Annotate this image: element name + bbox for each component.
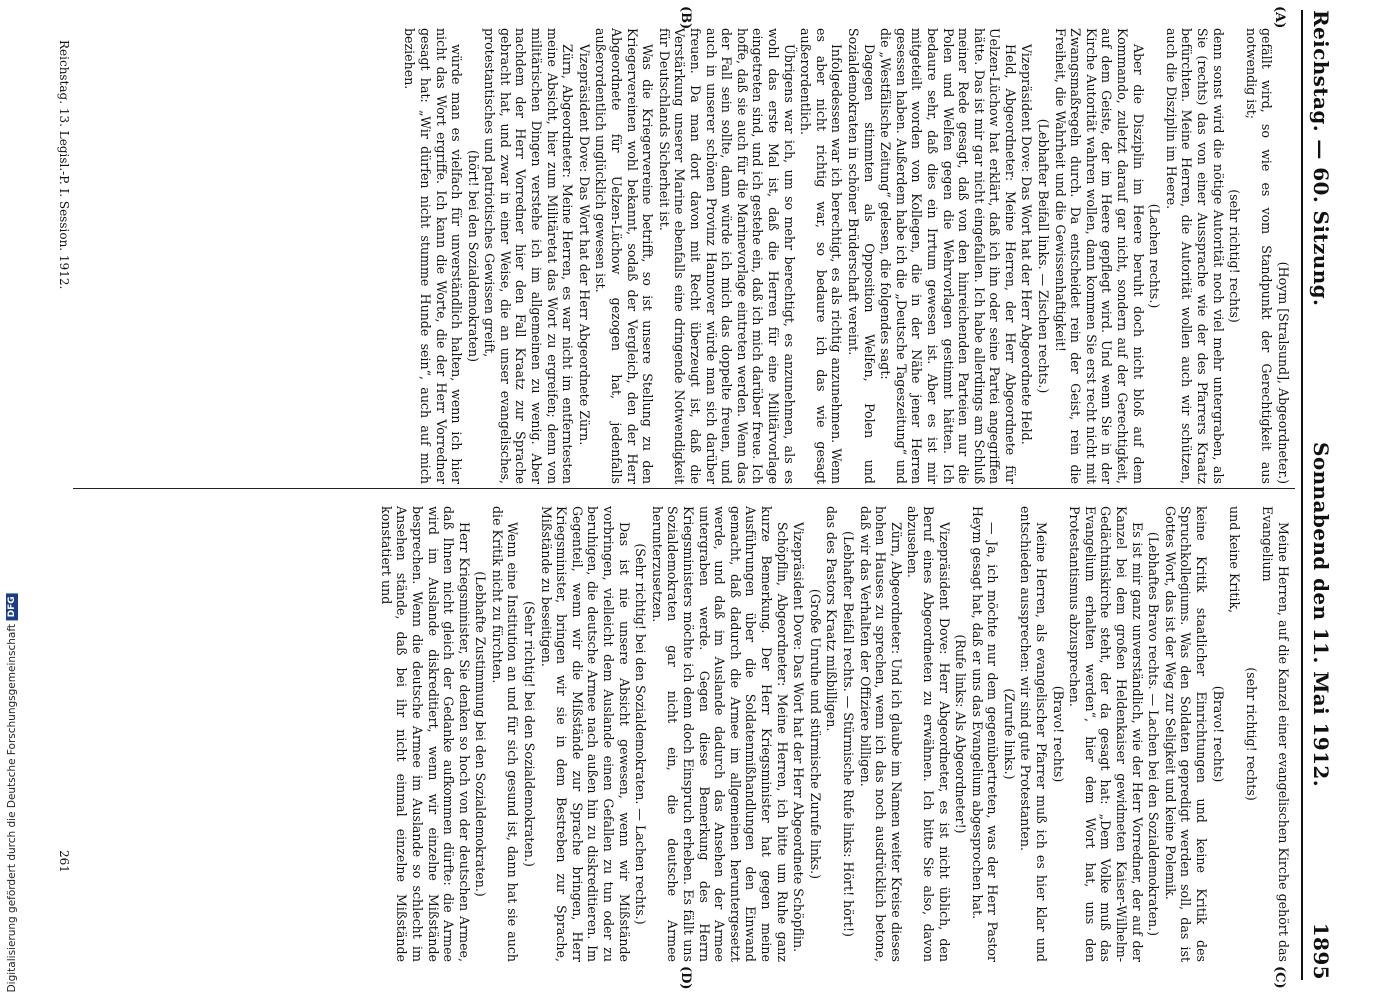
paragraph: Das ist nie unsere Absicht gewesen, wenn wir Mißstände vorbringen, vielleicht dem Auslande einen Gefallen zu tun oder zu beruhigen, die deutsche Armee nach außen hin zu diskreditieren. Im Gegenteil, wenn wir die Mißstände zur Sprache bringen, Herr Kriegsminister, bringen wir sie in dem Bestreben zur Sprache, Mißstände zu beseitigen. [538, 506, 632, 962]
paragraph: Vizepräsident Dove: Das Wort hat der Herr Abgeordnete Zürn. [576, 44, 592, 446]
digitization-credit [6, 593, 18, 992]
paragraph: (Große Unruhe und stürmische Zurufe links.) [807, 588, 823, 880]
paragraph: und keine Kritik, [1227, 506, 1243, 614]
paragraph: Vizepräsident Dove: Das Wort hat der Herr Abgeordnete Schöpflin. [791, 522, 807, 953]
paragraph: (Hoym [Stralsund], Abgeordneter.) [1276, 261, 1291, 484]
paragraph: Was die Kriegervereine betrifft, so ist unsere Stellung zu den Kriegervereinen wohl bekannt, sodaß der Vergleich, den der Herr Abgeordnete für Uelzen-Lüchow gezogen hat, jedenfalls außerordentlich unglücklich gewesen ist. [593, 28, 656, 484]
paragraph: das des Pastors Kraatz mißbilligen. [824, 506, 840, 732]
paragraph: Meine Herren, als evangelischer Pfarrer muß ich es hier klar und entschieden aussprechen: wir sind gute Protestanten. [1018, 506, 1050, 962]
footer-session: Reichstag. 13. Legisl.-P. I. Session. 1912. [57, 40, 71, 290]
paragraph: Schöpflin, Abgeordneter: Meine Herren, ich bitte um Ruhe ganz kurze Bemerkung. Der Herr Kriegsminister hat gegen meine Ausführungen über die Soldatenmißhandlungen den Einwand gemacht, daß dadurch die Armee im allgemeinen heruntergesetzt werde, und daß im Auslande dadurch das Ansehen der Armee untergraben werde. Gegen diese Bemerkung des Herrn Kriegsministers möchte ich denn doch Einspruch erheben. Es fällt uns Sozialdemokraten gar nicht ein, die deutsche Armee herunterzusetzen. [649, 506, 790, 962]
paragraph: (sehr richtig! rechts) [1243, 667, 1259, 801]
paragraph: (Sehr richtig! bei den Sozialdemokraten. — Lachen rechts.) [633, 543, 649, 925]
header-left: Reichstag. — 60. Sitzung. [1309, 10, 1333, 307]
paragraph: (Rufe links: Als Abgeordneter!) [953, 634, 969, 834]
paragraph: Vizepräsident Dove: Das Wort hat der Herr Abgeordnete Held. [1019, 44, 1035, 445]
footer-page-number: 261 [57, 850, 71, 873]
margin-mark-d: (D) [678, 966, 693, 990]
header-page-number: 1895 [1309, 922, 1333, 980]
dfg-logo: DFG [6, 593, 18, 620]
left-column [62, 28, 1291, 484]
right-column [62, 506, 1291, 962]
paragraph: (Lachen rechts.) [1147, 203, 1163, 309]
paragraph: Herr Kriegsminister, Sie denken so hoch von der deutschen Armee, daß Ihnen nicht gleich der Gedanke aufkommen dürfte: die Armee wird im Auslande diskreditiert, wenn wir einzelne Mißstände besprechen. Wenn die deutsche Armee im Auslande so schlecht im Ansehen stände, daß bei ihr nicht einmal einzelne Mißstände konstatiert und [378, 506, 472, 962]
paragraph: (Bravo! rechts) [1050, 685, 1066, 783]
paragraph: Übrigens war ich, um so mehr berechtigt, es anzunehmen, als es wohl das erste Mal ist, daß die Herren für eine Militärvorlage eingetreten sind, und ich gestehe ein, daß ich mich darüber freue. Ich hoffe, daß sie auch für die Marinevorlage eintreten werden. Wenn das der Fall sein sollte, dann würde ich mich das doppelte freuen, und auch in unserer schönen Provinz Hannover würde man sich darüber freuen. Da man dort davon mit Recht überzeugt ist, daß die Verstärkung unserer Marine ebenfalls eine dringende Notwendigkeit für Deutschlands Sicherheit ist. [656, 28, 797, 484]
paragraph: gefällt wird, so wie es vom Standpunkt der Gerechtigkeit aus notwendig ist; [1243, 28, 1275, 484]
paragraph: denn sonst wird die nötige Autorität noch viel mehr untergraben, als Sie (rechts) das von einer Aussprache wie der des Pfarrers Kraatz befürchten. Meine Herren, die Autorität wollen auch wir schützen, auch die Disziplin im Heere. [1163, 28, 1226, 484]
margin-mark-b: (B) [678, 6, 693, 30]
paragraph: (Lebhafter Beifall rechts. — Stürmische Rufe links: Hört! hört!) [840, 531, 856, 937]
paragraph: keine Kritik staatlicher Einrichtungen und keine Kritik des Spruchkollegiums. Was den Soldaten gepredigt werden soll, das ist Gottes Wort, das ist der Weg zur Seligkeit und keine Polemik. [1162, 506, 1210, 962]
column-divider [73, 488, 1295, 489]
paragraph: (sehr richtig! rechts) [1227, 189, 1243, 323]
paragraph: Zürn, Abgeordneter: Und ich glaube im Namen weiter Kreise dieses hohen Hauses zu sprechen, wenn ich das noch ausdrücklich betone, daß wir das Verhalten der Offiziere billigen. [857, 506, 904, 962]
paragraph: (hört! bei den Sozialdemokraten) [465, 149, 481, 363]
paragraph: (Bravo! rechts) [1210, 685, 1226, 783]
header-center: Sonnabend den 11. Mai 1912. [1309, 442, 1333, 788]
paragraph: (Lebhafte Zustimmung bei den Sozialdemokraten.) [473, 571, 489, 897]
paragraph: Infolgedessen war ich berechtigt, es als richtig anzunehmen. Wenn es aber nicht richtig war, so bedaure ich das wie gesagt außerordentlich. [798, 28, 845, 484]
paragraph: Vizepräsident Dove: Herr Abgeordneter, es ist nicht üblich, den Beruf eines Abgeordneten zu erwähnen. Ich bitte Sie also, davon abzusehen. [905, 506, 952, 962]
paragraph: (Zurufe links.) [1001, 688, 1017, 780]
paragraph: Dagegen stimmten als Opposition Welfen, Polen und Sozialdemokraten in schöner Brüderschaft vereint. [845, 28, 877, 484]
paragraph: Es ist mir ganz unverständlich, wie der Herr Vorredner, der auf der Kanzel bei dem großen Heldenkaiser gewidmeten Kaiser-Wilhelm-Gedächtniskirche steht, der da gesagt hat: „Dem Volke muß das Evangelium erhalten werden“, hier dem Wort hat, uns den Protestantismus abzusprechen. [1067, 506, 1145, 962]
paragraph: Zürn, Abgeordneter: Meine Herren, es war nicht im entferntesten meine Absicht, hier zum Militäretat das Wort zu ergreifen; denn von militärischen Dingen verstehe ich im allgemeinen zu wenig. Aber nachdem der Herr Vorredner hier den Fall Kraatz zur Sprache gebracht hat, und zwar in einer Weise, die an unser evangelisches, protestantisches und patriotisches Gewissen greift, [482, 28, 576, 484]
paragraph: (Lebhaftes Bravo rechts. — Lachen bei den Sozialdemokraten.) [1146, 531, 1162, 937]
paragraph: Held, Abgeordneter: Meine Herren, der Herr Abgeordnete für Uelzen-Lüchow hat erklärt, daß ich ihn oder seine Partei angegriffen hätte. Das ist mir gar nicht eingefallen. Ich habe allerdings am Schluß meiner Rede gesagt, daß von den hinreichenden Parteien nur die Polen und Welfen gegen die Wehrvorlagen gestimmt hätten. Ich bedaure sehr, daß dies ein Irrtum gewesen ist. Aber es ist mir mitgeteilt worden von Kollegen, die in der Nähe jener Herren gesessen haben. Außerdem habe ich die „Deutsche Tageszeitung“ und die „Westfälische Zeitung“ gelesen, die folgendes sagt: [878, 28, 1018, 484]
paragraph: (Sehr richtig! bei den Sozialdemokraten.) [522, 601, 538, 867]
page-header [1301, 10, 1339, 980]
paragraph: (Lebhafter Beifall links. — Zischen rechts.) [1036, 118, 1052, 394]
margin-mark-c: (C) [1272, 966, 1287, 989]
paragraph: Wenn eine Institution an und für sich gesund ist, dann hat sie auch die Kritik nicht zu fürchten. [489, 506, 521, 962]
paragraph: Meine Herren, auf die Kanzel einer evangelischen Kirche gehört das Evangelium [1260, 506, 1291, 962]
paragraph: Aber die Disziplin im Heere beruht doch nicht bloß auf dem Kommando, zuletzt darauf gar nicht, sondern auf der Gerechtigkeit, auf dem Geiste, der im Heere gepflegt wird. Und wenn Sie in der Kirche Autorität wahren wollen, dann kommen Sie erst recht nicht mit Zwangsmaßregeln durch. Da entscheidet rein der Geist, rein die Freiheit, die Wahrheit und die Gewissenhaftigkeit! [1052, 28, 1146, 484]
paragraph: würde man es vielfach für unverständlich halten, wenn ich hier nicht das Wort ergriffe. Ich kann die Worte, die der Herr Vorredner gesagt hat: „Wir dürfen nicht stumme Hunde sein“, auch auf mich beziehen. [402, 28, 465, 484]
margin-mark-a: (A) [1272, 6, 1287, 29]
paragraph: — Ja, ich möchte nur dem gegenübertreten, was der Herr Pastor Heym gesagt hat, daß er uns das Evangelium abgesprochen hat. [969, 506, 1001, 962]
credit-text: Digitalisierung gefördert durch die Deutsche Forschungsgemeinschaft [6, 623, 18, 992]
